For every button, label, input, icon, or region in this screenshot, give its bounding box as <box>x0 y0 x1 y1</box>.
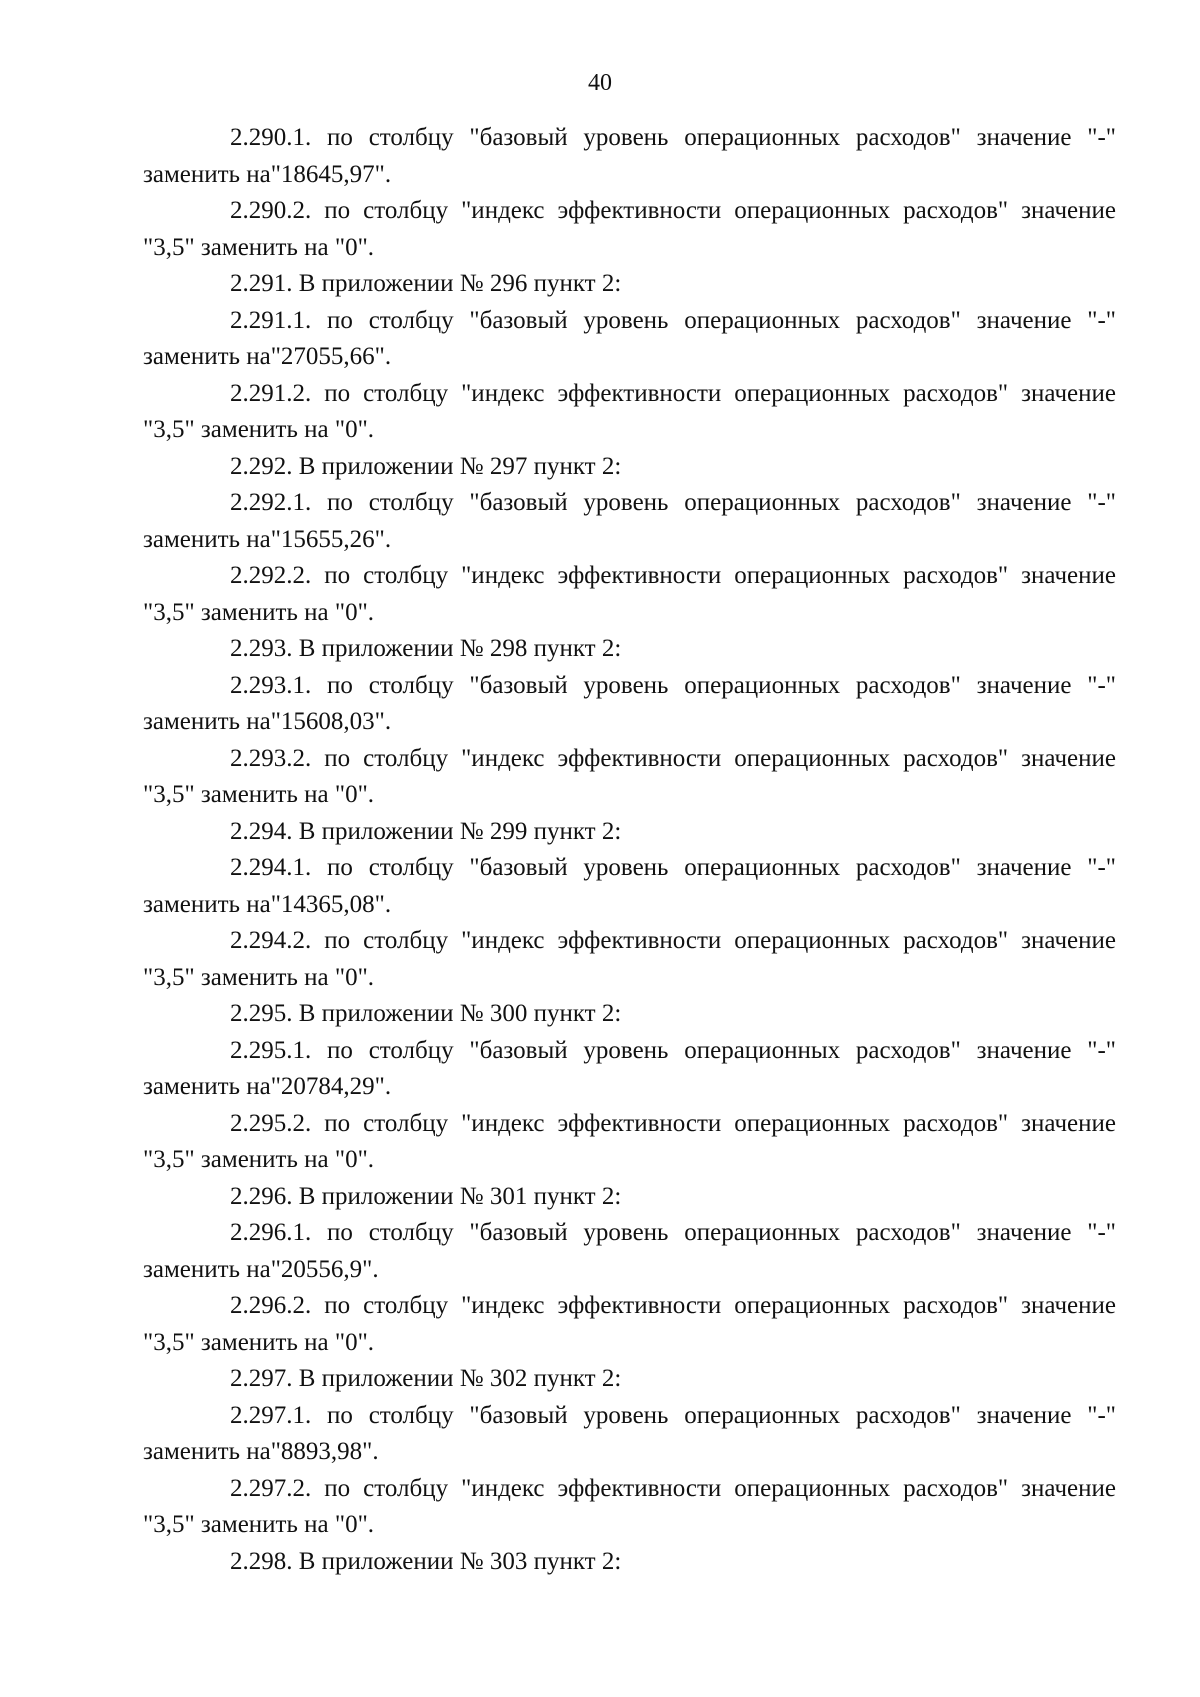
paragraph-2-297: 2.297. В приложении № 302 пункт 2: <box>230 1365 622 1392</box>
paragraph-2-291-1: 2.291.1. по столбцу "базовый уровень операционных расходов" значение "-" заменить на"27055,66". <box>143 306 1116 370</box>
paragraph-2-298: 2.298. В приложении № 303 пункт 2: <box>230 1547 622 1575</box>
paragraph-2-297-2: 2.297.2. по столбцу "индекс эффективности операционных расходов" значение "3,5" заменить на "0". <box>143 1474 1116 1538</box>
paragraph-2-292-2: 2.292.2. по столбцу "индекс эффективности операционных расходов" значение "3,5" заменить на "0". <box>143 562 1116 626</box>
paragraph-2-293-2: 2.293.2. по столбцу "индекс эффективности операционных расходов" значение "3,5" заменить на "0". <box>143 744 1116 808</box>
paragraph-2-291-2: 2.291.2. по столбцу "индекс эффективности операционных расходов" значение "3,5" заменить на "0". <box>143 379 1116 443</box>
paragraph-2-295-2: 2.295.2. по столбцу "индекс эффективности операционных расходов" значение "3,5" заменить на "0". <box>143 1109 1116 1173</box>
paragraph-2-296-1: 2.296.1. по столбцу "базовый уровень операционных расходов" значение "-" заменить на"20556,9". <box>143 1219 1116 1283</box>
page-number: 40 <box>588 70 612 96</box>
paragraph-2-292: 2.292. В приложении № 297 пункт 2: <box>230 452 622 480</box>
paragraph-2-297-1: 2.297.1. по столбцу "базовый уровень операционных расходов" значение "-" заменить на"8893,98". <box>143 1401 1116 1465</box>
paragraph-2-293: 2.293. В приложении № 298 пункт 2: <box>230 635 622 662</box>
document-body <box>143 120 1116 1580</box>
paragraph-2-292-1: 2.292.1. по столбцу "базовый уровень операционных расходов" значение "-" заменить на"15655,26". <box>143 489 1116 553</box>
paragraph-2-295: 2.295. В приложении № 300 пункт 2: <box>230 1000 622 1027</box>
paragraph-2-291: 2.291. В приложении № 296 пункт 2: <box>230 270 622 297</box>
paragraph-2-293-1: 2.293.1. по столбцу "базовый уровень операционных расходов" значение "-" заменить на"15608,03". <box>143 671 1116 735</box>
paragraph-2-296-2: 2.296.2. по столбцу "индекс эффективности операционных расходов" значение "3,5" заменить на "0". <box>143 1292 1116 1356</box>
paragraph-2-294-2: 2.294.2. по столбцу "индекс эффективности операционных расходов" значение "3,5" заменить на "0". <box>143 927 1116 991</box>
paragraph-2-290-1: 2.290.1. по столбцу "базовый уровень операционных расходов" значение "-" заменить на"18645,97". <box>143 124 1116 188</box>
paragraph-2-296: 2.296. В приложении № 301 пункт 2: <box>230 1182 622 1210</box>
paragraph-2-295-1: 2.295.1. по столбцу "базовый уровень операционных расходов" значение "-" заменить на"20784,29". <box>143 1036 1116 1100</box>
paragraph-2-290-2: 2.290.2. по столбцу "индекс эффективности операционных расходов" значение "3,5" заменить на "0". <box>143 197 1116 261</box>
paragraph-2-294: 2.294. В приложении № 299 пункт 2: <box>230 817 622 845</box>
paragraph-2-294-1: 2.294.1. по столбцу "базовый уровень операционных расходов" значение "-" заменить на"14365,08". <box>143 854 1116 918</box>
